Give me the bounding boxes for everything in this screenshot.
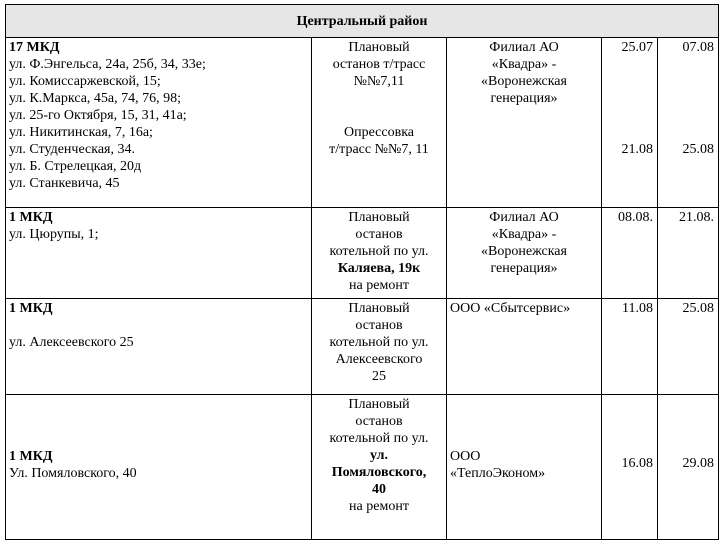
org-line: генерация» [490, 91, 558, 106]
address-line: ул. 25-го Октября, 15, 31, 41а; [9, 108, 187, 123]
end-date: 25.08 [682, 142, 714, 157]
organization-cell [447, 208, 602, 299]
work-line: на ремонт [349, 499, 409, 514]
end-date-cell [658, 38, 719, 208]
work-line: №№7,11 [353, 74, 405, 89]
start-date-cell [602, 208, 658, 299]
work-line: на ремонт [349, 278, 409, 293]
work-line: останов [355, 414, 403, 429]
address-cell [6, 395, 312, 540]
org-line: генерация» [490, 261, 558, 276]
start-date: 25.07 [621, 40, 653, 55]
organization-cell [447, 299, 602, 395]
start-date-cell [602, 299, 658, 395]
work-line: Плановый [348, 397, 410, 412]
address-line: ул. Никитинская, 7, 16а; [9, 125, 153, 140]
address-line: ул. Б. Стрелецкая, 20д [9, 159, 142, 174]
end-date: 21.08. [679, 210, 714, 225]
end-date: 07.08 [682, 40, 714, 55]
address-line: ул. Ф.Энгельса, 24а, 25б, 34, 33е; [9, 57, 206, 72]
work-line: останов [355, 318, 403, 333]
org-line: Филиал АО [489, 210, 559, 225]
organization-cell [447, 395, 602, 540]
org-line: «ТеплоЭконом» [450, 466, 546, 481]
work-line: котельной по ул. [329, 335, 429, 350]
work-line: котельной по ул. [329, 244, 429, 259]
work-line: Плановый [348, 301, 410, 316]
table-header-row [6, 5, 719, 38]
work-description-cell [312, 38, 447, 208]
org-line: «Квадра» - [491, 57, 557, 72]
address-line: ул. К.Маркса, 45а, 74, 76, 98; [9, 91, 182, 106]
work-line: Плановый [348, 210, 410, 225]
org-line: «Воронежская [481, 244, 567, 259]
address-line: ул. Студенческая, 34. [9, 142, 135, 157]
table-row [6, 299, 719, 395]
address-line: Ул. Помяловского, 40 [9, 466, 137, 481]
table-row [6, 208, 719, 299]
address-cell [6, 208, 312, 299]
district-title: Центральный район [6, 5, 719, 38]
start-date: 08.08. [618, 210, 653, 225]
work-line-bold: Помяловского, [331, 465, 427, 480]
address-cell [6, 299, 312, 395]
work-line: 25 [372, 369, 386, 384]
work-line-bold: 40 [372, 482, 386, 497]
work-line: останов т/трасс [332, 57, 426, 72]
work-description-cell [312, 299, 447, 395]
mkd-count: 17 МКД [9, 40, 60, 55]
address-cell [6, 38, 312, 208]
address-line: ул. Алексеевского 25 [9, 335, 134, 350]
work-line: останов [355, 227, 403, 242]
end-date: 25.08 [682, 301, 714, 316]
work-line-bold: ул. [369, 448, 388, 463]
end-date-cell [658, 299, 719, 395]
start-date-cell [602, 38, 658, 208]
work-line: т/трасс №№7, 11 [329, 142, 429, 157]
start-date: 16.08 [621, 456, 653, 471]
table-row [6, 38, 719, 208]
end-date-cell [658, 395, 719, 540]
organization-cell [447, 38, 602, 208]
table-row [6, 395, 719, 540]
work-description-cell [312, 395, 447, 540]
start-date: 21.08 [621, 142, 653, 157]
mkd-count: 1 МКД [9, 449, 53, 464]
org-line: Филиал АО [489, 40, 559, 55]
end-date-cell [658, 208, 719, 299]
org-line: «Воронежская [481, 74, 567, 89]
work-line: Плановый [348, 40, 410, 55]
org-line: ООО [450, 449, 481, 464]
mkd-count: 1 МКД [9, 301, 53, 316]
start-date-cell [602, 395, 658, 540]
org-line: «Квадра» - [491, 227, 557, 242]
org-line: ООО «Сбытсервис» [450, 301, 571, 316]
work-line-bold: Каляева, 19к [337, 261, 421, 276]
address-line: ул. Комиссаржевской, 15; [9, 74, 161, 89]
start-date: 11.08 [622, 301, 653, 316]
work-line: Опрессовка [343, 125, 414, 140]
mkd-count: 1 МКД [9, 210, 53, 225]
work-line: Алексеевского [335, 352, 423, 367]
work-description-cell [312, 208, 447, 299]
address-line: ул. Цюрупы, 1; [9, 227, 99, 242]
work-line: котельной по ул. [329, 431, 429, 446]
end-date: 29.08 [682, 456, 714, 471]
outage-schedule-table [5, 4, 719, 540]
address-line: ул. Станкевича, 45 [9, 176, 120, 191]
